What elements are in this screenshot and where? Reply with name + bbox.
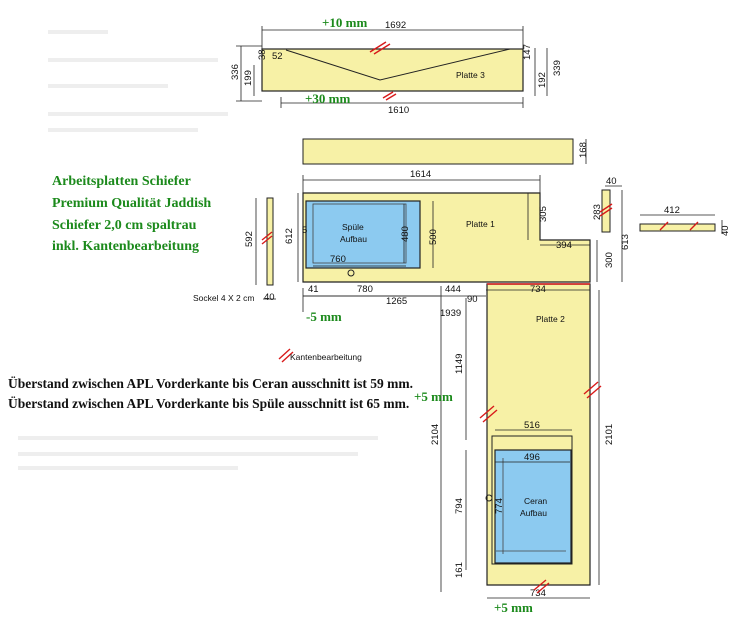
dim-794: 794 [454,498,465,514]
dim-90: 90 [467,294,478,305]
annotation-plus30: +30 mm [305,91,351,106]
note-ueberstand-spuele: Überstand zwischen APL Vorderkante bis Spüle ausschnitt ist 65 mm. [8,396,410,411]
label-ceran-aufbau: Aufbau [520,508,547,518]
dim-339: 339 [552,60,563,76]
note-sockel: Sockel 4 X 2 cm [193,293,255,303]
dim-5: 5 [302,225,308,236]
sockel-strip-right [640,215,722,234]
dim-780: 780 [357,284,373,295]
dim-500: 500 [428,229,439,245]
sockel-strip-horizontal [303,139,586,164]
dim-283: 283 [592,204,603,220]
dim-38: 38 [257,49,268,60]
label-platte1: Platte 1 [466,219,495,229]
label-platte3: Platte 3 [456,70,485,80]
dim-592: 592 [244,231,255,247]
info-line1: Arbeitsplatten Schiefer [52,174,191,189]
label-spuele: Spüle [342,222,364,232]
dim-40-strip: 40 [720,225,731,236]
dim-1265: 1265 [386,296,408,307]
dim-516: 516 [524,420,540,431]
dim-760: 760 [330,254,346,265]
label-platte2: Platte 2 [536,314,565,324]
dim-1610: 1610 [388,105,410,116]
dim-199: 199 [243,70,254,86]
dim-734-bottom: 734 [530,588,546,599]
dim-612: 612 [284,228,295,244]
dim-168: 168 [578,142,589,158]
dim-774: 774 [494,498,505,514]
info-line3: Schiefer 2,0 cm spaltrau [52,218,197,233]
info-line2: Premium Qualität Jaddish [52,196,212,211]
dim-1149: 1149 [454,353,465,374]
info-line4: inkl. Kantenbearbeitung [52,239,200,254]
dim-300: 300 [604,252,615,268]
note-kantenbearbeitung: Kantenbearbeitung [290,352,362,362]
dim-41: 41 [308,284,319,295]
note-ueberstand-ceran: Überstand zwischen APL Vorderkante bis Ceran ausschnitt ist 59 mm. [8,376,414,391]
dim-147: 147 [522,44,533,60]
dim-192: 192 [537,72,548,88]
annotation-plus10: +10 mm [322,15,368,30]
dim-161: 161 [454,562,465,578]
label-spuele-aufbau: Aufbau [340,234,367,244]
dim-1614: 1614 [410,169,432,180]
dim-734-top: 734 [530,284,546,295]
label-ceran: Ceran [524,496,548,506]
dim-496: 496 [524,452,540,463]
dim-613: 613 [620,234,631,250]
dim-480: 480 [400,226,411,242]
dim-2104: 2104 [430,423,441,445]
annotation-plus5-side: +5 mm [414,389,453,404]
dim-52: 52 [272,51,283,62]
dim-2101: 2101 [604,423,615,445]
dim-1939: 1939 [440,308,462,319]
dim-336: 336 [230,64,241,80]
dim-412: 412 [664,205,680,216]
dim-40-right: 40 [606,176,617,187]
dim-444: 444 [445,284,461,295]
dim-394: 394 [556,240,572,251]
dim-1692: 1692 [385,20,407,31]
sockel-strip-left [256,198,276,299]
dim-40-sockel: 40 [264,292,275,303]
annotation-plus5-bottom: +5 mm [494,600,533,615]
dim-305: 305 [538,206,549,222]
annotation-minus5: -5 mm [306,309,342,324]
